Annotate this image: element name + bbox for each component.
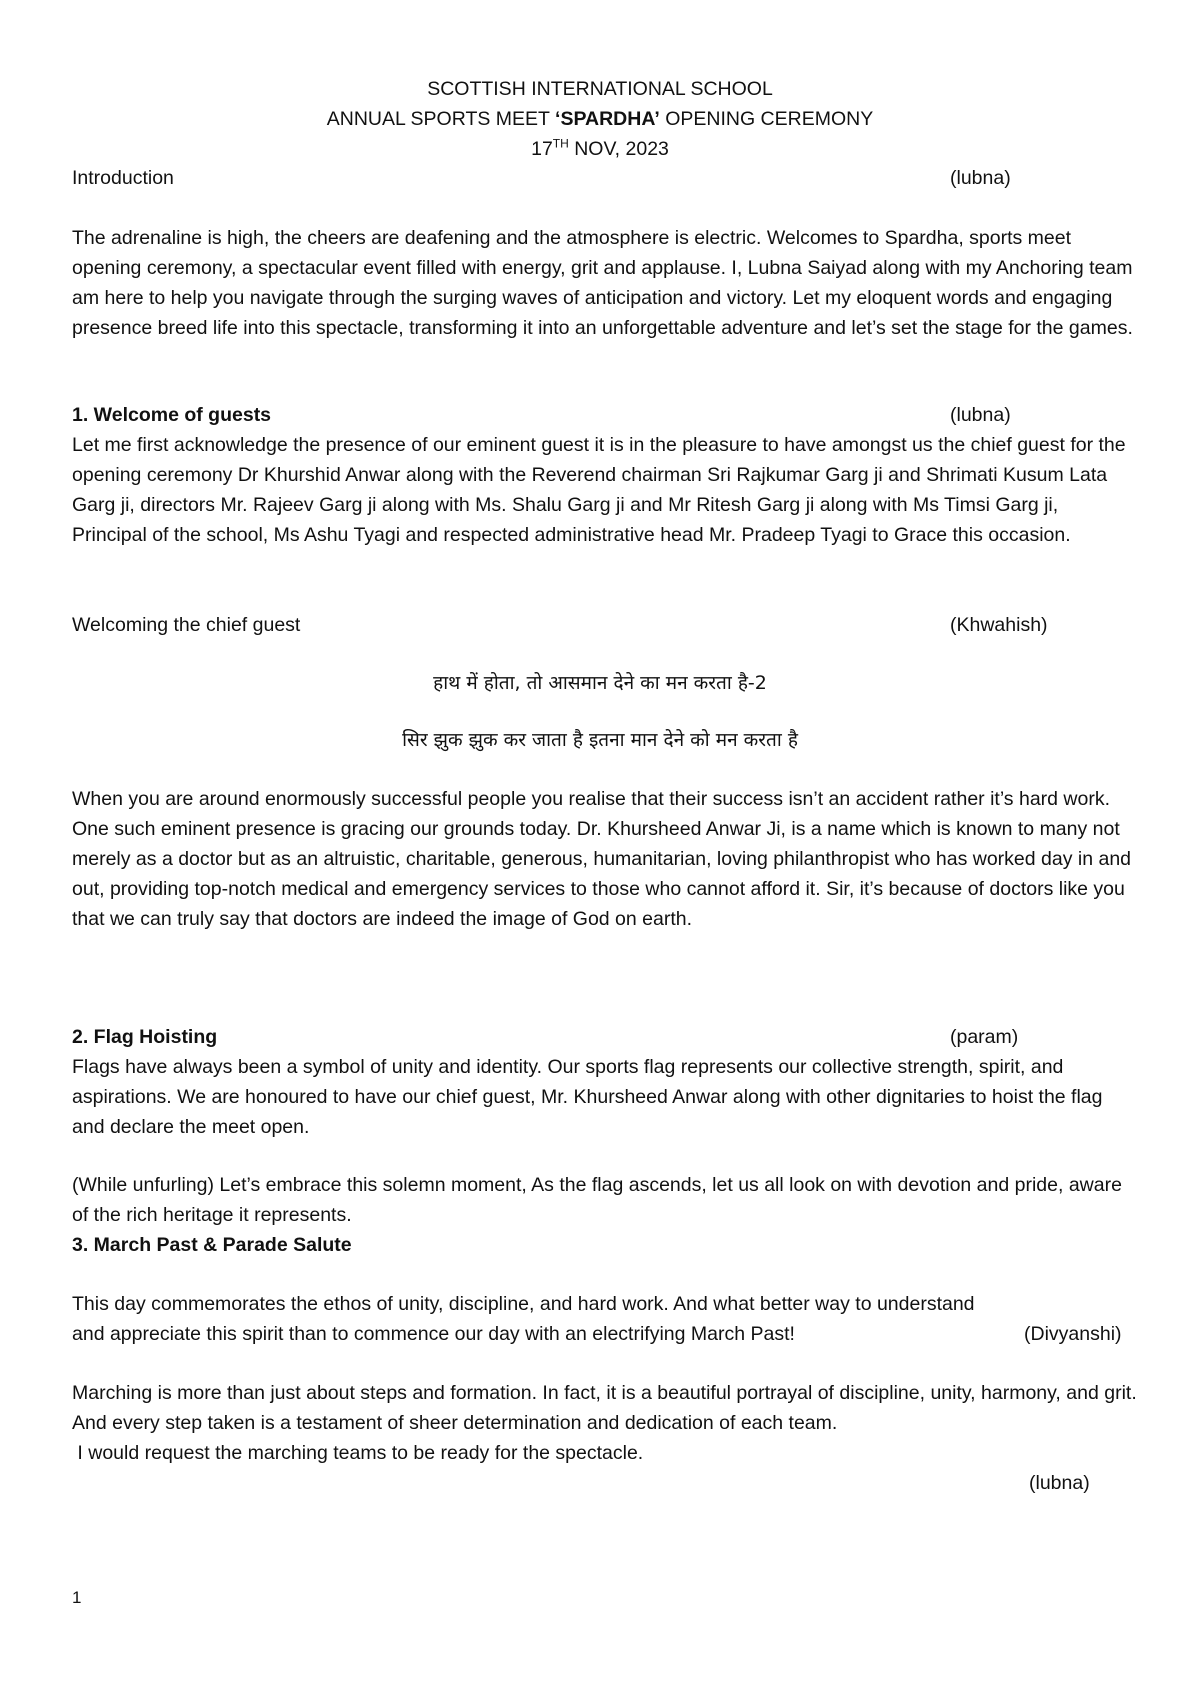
hindi-verse-line-1: हाथ में होता, तो आसमान देने का मन करता है-2: [433, 672, 767, 694]
introduction-row: [72, 163, 1137, 193]
school-name: SCOTTISH INTERNATIONAL SCHOOL: [427, 78, 773, 100]
chief-guest-label: Welcoming the chief guest: [72, 614, 301, 636]
chief-guest-text-1: When you are around enormously successful people you realise that their success isn’t an accident rather it’s hard work.: [72, 788, 1111, 810]
event-title: [0, 104, 1200, 134]
event-date-rest: NOV, 2023: [568, 138, 669, 160]
march-paragraph-1: [72, 1289, 1137, 1349]
march-paragraph-2: [72, 1378, 1137, 1498]
march-speaker-1: (Divyanshi): [1024, 1323, 1122, 1345]
introduction-text: The adrenaline is high, the cheers are deafening and the atmosphere is electric. Welcomes to Spardha, sports meet opening ceremony, a spectacular event filled with energy, grit and applause. I, Lubna Saiyad along with my Anchoring team am here to help you navigate through the surging waves of anticipation and victory. Let my eloquent words and engaging presence breed life into this spectacle, transforming it into an unforgettable adventure and let’s set the stage for the games.: [72, 227, 1133, 339]
introduction-paragraph: [72, 223, 1137, 343]
introduction-heading: Introduction: [72, 167, 174, 189]
welcome-section: [72, 400, 1137, 550]
welcome-heading: 1. Welcome of guests: [72, 404, 272, 426]
event-date-day: 17: [531, 138, 553, 160]
event-title-prefix: ANNUAL SPORTS MEET: [326, 108, 556, 130]
march-text-1-line-2: and appreciate this spirit than to commence our day with an electrifying March Past!: [72, 1323, 795, 1345]
page-number: 1: [72, 1588, 82, 1607]
flag-heading: 2. Flag Hoisting: [72, 1026, 218, 1048]
event-date-sup: TH: [552, 136, 569, 151]
chief-guest-speaker: (Khwahish): [950, 614, 1048, 636]
event-title-suffix: OPENING CEREMONY: [659, 108, 874, 130]
chief-guest-row: [72, 610, 1137, 640]
march-heading: 3. March Past & Parade Salute: [72, 1234, 352, 1256]
march-text-3: I would request the marching teams to be ready for the spectacle.: [72, 1442, 644, 1464]
chief-guest-paragraphs: [72, 784, 1137, 934]
flag-speaker: (param): [950, 1026, 1019, 1048]
event-date: [0, 134, 1200, 164]
flag-text-2: (While unfurling) Let’s embrace this solemn moment, As the flag ascends, let us all look on with devotion and pride, aware of the rich heritage it represents.: [72, 1174, 1122, 1226]
hindi-verse-line-2: सिर झुक झुक कर जाता है इतना मान देने को मन करता है: [402, 729, 798, 751]
document-header: [0, 74, 1200, 164]
march-text-2: Marching is more than just about steps and formation. In fact, it is a beautiful portrayal of discipline, unity, harmony, and grit. And every step taken is a testament of sheer determination and dedication of each team.: [72, 1382, 1137, 1434]
introduction-speaker: (lubna): [950, 167, 1011, 189]
welcome-speaker: (lubna): [950, 404, 1011, 426]
chief-guest-text-2: One such eminent presence is gracing our grounds today. Dr. Khursheed Anwar Ji, is a name which is known to many not merely as a doctor but as an altruistic, charitable, generous, humanitarian, loving philanthropist who has worked day in and out, providing top-notch medical and emergency services to those who cannot afford it. Sir, it’s because of doctors like you that we can truly say that doctors are indeed the image of God on earth.: [72, 818, 1132, 930]
flag-unfurling: [72, 1170, 1137, 1260]
march-text-1-line-1: This day commemorates the ethos of unity, discipline, and hard work. And what better way to understand: [72, 1293, 975, 1315]
event-name: ‘SPARDHA’: [555, 108, 660, 130]
march-speaker-2: (lubna): [1029, 1472, 1090, 1494]
flag-section: [72, 1022, 1137, 1142]
flag-text-1: Flags have always been a symbol of unity and identity. Our sports flag represents our collective strength, spirit, and aspirations. We are honoured to have our chief guest, Mr. Khursheed Anwar along with other dignitaries to hoist the flag and declare the meet open.: [72, 1056, 1103, 1138]
welcome-text: Let me first acknowledge the presence of our eminent guest it is in the pleasure to have amongst us the chief guest for the opening ceremony Dr Khurshid Anwar along with the Reverend chairman Sri Rajkumar Garg ji and Shrimati Kusum Lata Garg ji, directors Mr. Rajeev Garg ji along with Ms. Shalu Garg ji and Mr Ritesh Garg ji along with Ms Timsi Garg ji, Principal of the school, Ms Ashu Tyagi and respected administrative head Mr. Pradeep Tyagi to Grace this occasion.: [72, 434, 1126, 546]
